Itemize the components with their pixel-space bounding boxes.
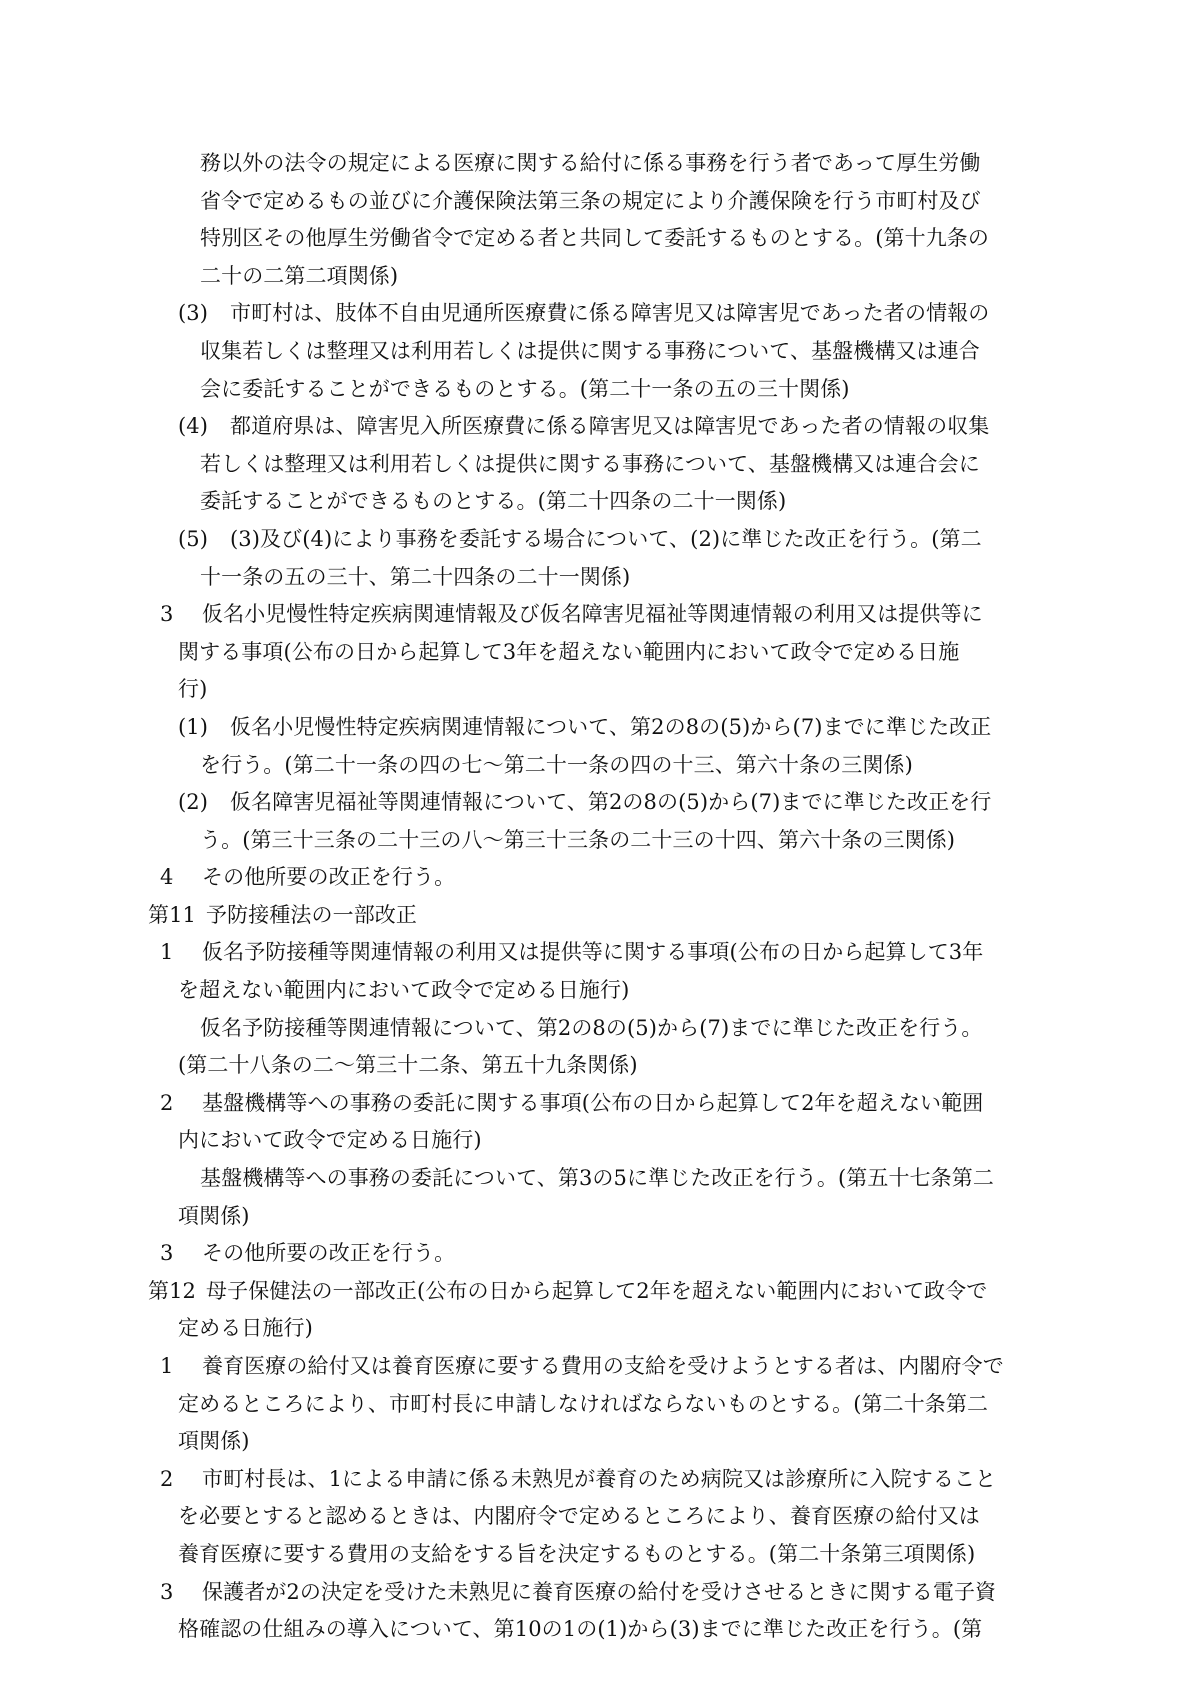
item-number: 2 bbox=[160, 1090, 174, 1115]
item-number: (5) bbox=[178, 526, 209, 551]
text-line bbox=[148, 934, 1038, 972]
text-line bbox=[148, 1273, 1038, 1311]
line-text: う。(第三十三条の二十三の八～第三十三条の二十三の十四、第六十条の三関係) bbox=[200, 827, 956, 852]
text-line bbox=[148, 1310, 1038, 1348]
text-line bbox=[148, 1160, 1038, 1198]
line-text: (第二十八条の二～第三十二条、第五十九条関係) bbox=[178, 1053, 638, 1078]
text-line bbox=[148, 1348, 1038, 1386]
section-number: 第12 bbox=[148, 1278, 197, 1303]
section-heading: 予防接種法の一部改正 bbox=[206, 902, 417, 927]
line-text: 市町村は、肢体不自由児通所医療費に係る障害児又は障害児であった者の情報の bbox=[230, 301, 990, 326]
text-line bbox=[148, 709, 1038, 747]
item-number: 4 bbox=[160, 865, 174, 890]
text-line bbox=[148, 333, 1038, 371]
item-number: (1) bbox=[178, 714, 209, 739]
text-line bbox=[148, 784, 1038, 822]
item-number: 1 bbox=[160, 940, 174, 965]
text-line bbox=[148, 183, 1038, 221]
item-number: (4) bbox=[178, 414, 209, 439]
line-text: 若しくは整理又は利用若しくは提供に関する事務について、基盤機構又は連合会に bbox=[200, 451, 980, 476]
line-text: 仮名予防接種等関連情報の利用又は提供等に関する事項(公布の日から起算して3年 bbox=[202, 940, 984, 965]
text-line bbox=[148, 408, 1038, 446]
line-text: 委託することができるものとする。(第二十四条の二十一関係) bbox=[200, 489, 787, 514]
text-line bbox=[148, 1423, 1038, 1461]
item-number: (3) bbox=[178, 301, 209, 326]
text-line bbox=[148, 1010, 1038, 1048]
text-line bbox=[148, 822, 1038, 860]
line-text: 省令で定めるもの並びに介護保険法第三条の規定により介護保険を行う市町村及び bbox=[200, 188, 981, 213]
line-text: 項関係) bbox=[178, 1203, 250, 1228]
line-text: 都道府県は、障害児入所医療費に係る障害児又は障害児であった者の情報の収集 bbox=[230, 414, 990, 439]
text-line bbox=[148, 1461, 1038, 1499]
text-line bbox=[148, 671, 1038, 709]
text-line bbox=[148, 859, 1038, 897]
line-text: 保護者が2の決定を受けた未熟児に養育医療の給付を受けさせるときに関する電子資 bbox=[202, 1579, 997, 1604]
line-text: 関する事項(公布の日から起算して3年を超えない範囲内において政令で定める日施 bbox=[178, 639, 960, 664]
text-line bbox=[148, 596, 1038, 634]
text-line bbox=[148, 1085, 1038, 1123]
line-text: 仮名障害児福祉等関連情報について、第2の8の(5)から(7)までに準じた改正を行 bbox=[230, 790, 992, 815]
text-line bbox=[148, 220, 1038, 258]
text-line bbox=[148, 446, 1038, 484]
text-line bbox=[148, 1198, 1038, 1236]
text-line bbox=[148, 1047, 1038, 1085]
line-text: その他所要の改正を行う。 bbox=[202, 1241, 456, 1266]
text-line bbox=[148, 634, 1038, 672]
item-number: 1 bbox=[160, 1354, 174, 1378]
line-text: 基盤機構等への事務の委託に関する事項(公布の日から起算して2年を超えない範囲 bbox=[202, 1090, 984, 1115]
line-text: を必要とすると認めるときは、内閣府令で定めるところにより、養育医療の給付又は bbox=[178, 1504, 980, 1529]
text-line bbox=[148, 483, 1038, 521]
text-line bbox=[148, 258, 1038, 296]
text-line bbox=[148, 559, 1038, 597]
text-line bbox=[148, 747, 1038, 785]
line-text: 会に委託することができるものとする。(第二十一条の五の三十関係) bbox=[200, 376, 850, 401]
line-text: 行) bbox=[178, 677, 208, 702]
text-line bbox=[148, 897, 1038, 935]
line-text: を行う。(第二十一条の四の七～第二十一条の四の十三、第六十条の三関係) bbox=[200, 752, 913, 777]
line-text: 基盤機構等への事務の委託について、第3の5に準じた改正を行う。(第五十七条第二 bbox=[200, 1166, 994, 1191]
section-heading: 母子保健法の一部改正(公布の日から起算して2年を超えない範囲内において政令で bbox=[206, 1278, 988, 1303]
line-text: 定めるところにより、市町村長に申請しなければならないものとする。(第二十条第二 bbox=[178, 1391, 989, 1416]
line-text: 特別区その他厚生労働省令で定める者と共同して委託するものとする。(第十九条の bbox=[200, 226, 989, 251]
line-text: 仮名小児慢性特定疾病関連情報について、第2の8の(5)から(7)までに準じた改正 bbox=[230, 714, 992, 739]
line-text: 収集若しくは整理又は利用若しくは提供に関する事務について、基盤機構又は連合 bbox=[200, 338, 980, 363]
item-number: 2 bbox=[160, 1466, 174, 1491]
text-line bbox=[148, 1498, 1038, 1536]
line-text: 養育医療の給付又は養育医療に要する費用の支給を受けようとする者は、内閣府令で bbox=[202, 1354, 1004, 1378]
line-text: 二十の二第二項関係) bbox=[200, 263, 399, 288]
item-number: 3 bbox=[160, 1241, 174, 1266]
line-text: (3)及び(4)により事務を委託する場合について、(2)に準じた改正を行う。(第二 bbox=[230, 526, 982, 551]
line-text: 務以外の法令の規定による医療に関する給付に係る事務を行う者であって厚生労働 bbox=[200, 151, 981, 175]
text-line bbox=[148, 371, 1038, 409]
text-line bbox=[148, 1122, 1038, 1160]
line-text: 項関係) bbox=[178, 1429, 250, 1454]
item-number: 3 bbox=[160, 1579, 174, 1604]
section-number: 第11 bbox=[148, 902, 197, 927]
text-line bbox=[148, 295, 1038, 333]
text-line bbox=[148, 1574, 1038, 1612]
line-text: 定める日施行) bbox=[178, 1316, 313, 1341]
line-text: 十一条の五の三十、第二十四条の二十一関係) bbox=[200, 564, 631, 589]
line-text: 仮名予防接種等関連情報について、第2の8の(5)から(7)までに準じた改正を行う。 bbox=[200, 1015, 983, 1040]
line-text: 格確認の仕組みの導入について、第10の1の(1)から(3)までに準じた改正を行う。(第 bbox=[178, 1617, 983, 1642]
line-text: を超えない範囲内において政令で定める日施行) bbox=[178, 978, 630, 1003]
line-text: その他所要の改正を行う。 bbox=[202, 865, 456, 890]
text-line bbox=[148, 1386, 1038, 1424]
line-text: 内において政令で定める日施行) bbox=[178, 1128, 482, 1153]
text-line bbox=[148, 521, 1038, 559]
item-number: 3 bbox=[160, 602, 174, 627]
text-line bbox=[148, 1611, 1038, 1649]
text-line bbox=[148, 145, 1038, 183]
item-number: (2) bbox=[178, 790, 209, 815]
document-body bbox=[148, 145, 1038, 1649]
text-line bbox=[148, 972, 1038, 1010]
line-text: 仮名小児慢性特定疾病関連情報及び仮名障害児福祉等関連情報の利用又は提供等に bbox=[202, 602, 983, 627]
line-text: 養育医療に要する費用の支給をする旨を決定するものとする。(第二十条第三項関係) bbox=[178, 1541, 976, 1566]
text-line bbox=[148, 1235, 1038, 1273]
line-text: 市町村長は、1による申請に係る未熟児が養育のため病院又は診療所に入院すること bbox=[202, 1466, 997, 1491]
text-line bbox=[148, 1536, 1038, 1574]
